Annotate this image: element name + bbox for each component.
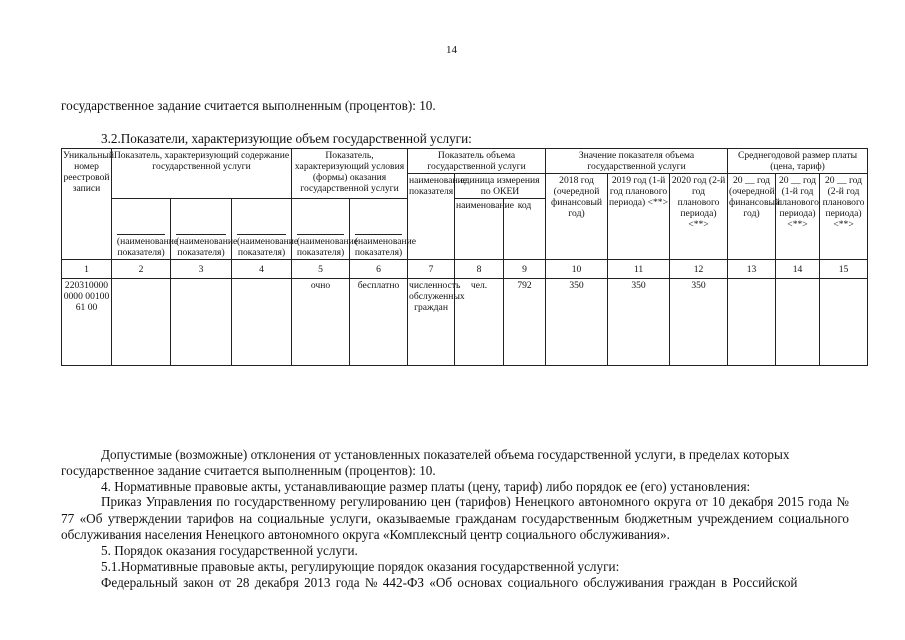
col-number: 10: [546, 260, 608, 279]
header-unit-name: наименование: [455, 199, 504, 260]
col-number: 12: [670, 260, 728, 279]
empty-cell: [820, 279, 868, 366]
condition-indicator-1-name: (наименование показателя): [296, 236, 359, 258]
header-content-indicator: Показатель, характеризующий содержание государственной услуги: [112, 149, 292, 199]
col-number: 4: [232, 260, 292, 279]
fee-acts-title: 4. Нормативные правовые акты, устанавливающие размер платы (цену, тариф) либо порядок ее (его) установления:: [101, 479, 751, 494]
header-average-fee: Среднегодовой размер платы (цена, тариф): [728, 149, 868, 174]
header-volume-indicator: Показатель объема государственной услуги: [408, 149, 546, 174]
intro-line: государственное задание считается выполненным (процентов): 10.: [61, 98, 436, 113]
col-number: 7: [408, 260, 455, 279]
header-unit: единица измерения по ОКЕИ: [455, 174, 546, 199]
procedure-title: 5. Порядок оказания государственной услуги.: [101, 543, 358, 558]
header-condition-indicator: Показатель, характеризующий условия (формы) оказания государственной услуги: [292, 149, 408, 199]
section-title: 3.2.Показатели, характеризующие объем государственной услуги:: [101, 131, 472, 146]
header-year-2: 2019 год (1-й год планового периода) <**>: [608, 174, 670, 260]
col-number: 13: [728, 260, 776, 279]
col-number: 11: [608, 260, 670, 279]
value-year-1: 350: [546, 279, 608, 366]
value-year-3: 350: [670, 279, 728, 366]
empty-cell: [171, 279, 232, 366]
col-number: 14: [776, 260, 820, 279]
procedure-acts-title: 5.1.Нормативные правовые акты, регулирующие порядок оказания государственной услуги:: [101, 559, 620, 574]
col-number: 1: [62, 260, 112, 279]
header-year-1: 2018 год (очередной финансовый год): [546, 174, 608, 260]
empty-cell: [232, 279, 292, 366]
unit-name: чел.: [455, 279, 504, 366]
col-number: 2: [112, 260, 171, 279]
registry-number: 2203100000000 0010061 00: [62, 279, 112, 366]
col-number: 6: [350, 260, 408, 279]
header-volume-name: наименование показателя: [408, 174, 455, 260]
volume-indicators-table: [61, 148, 868, 366]
col-number: 3: [171, 260, 232, 279]
content-indicator-2-name: (наименование показателя): [176, 236, 238, 258]
header-fee-2: 20 __ год (1-й год планового периода) <**>: [776, 174, 820, 260]
content-indicator-1-name: (наименование показателя): [116, 236, 179, 258]
header-volume-value: Значение показателя объема государственной услуги: [546, 149, 728, 174]
col-number: 5: [292, 260, 350, 279]
header-fee-3: 20 __ год (2-й год планового периода) <**>: [820, 174, 868, 260]
condition-indicator-2-name: (наименование показателя): [354, 236, 417, 258]
empty-cell: [776, 279, 820, 366]
order-text: Приказ Управления по государственному регулированию цен (тарифов) Ненецкого автономного округа от 10 декабря 2015 года № 77 «Об утверждении тарифов на социальные услуги, оказываемые гражданам государственным бюджетным учреждением социального обслуживания населения Ненецкого автономного округа «Комплексный центр социального обслуживания».: [61, 494, 849, 542]
condition-payment: бесплатно: [350, 279, 408, 366]
header-year-3: 2020 год (2-й год планового периода) <**>: [670, 174, 728, 260]
deviation-text: Допустимые (возможные) отклонения от установленных показателей объема государственной услуги, в пределах которых: [101, 447, 790, 462]
empty-cell: [728, 279, 776, 366]
header-unit-code: код: [504, 199, 546, 260]
federal-law-text: Федеральный закон от 28 декабря 2013 года № 442-ФЗ «Об основах социального обслуживания граждан в Российской: [101, 575, 798, 590]
volume-indicator-name: численность обслуженных граждан: [408, 279, 455, 366]
col-number: 8: [455, 260, 504, 279]
header-unique-id: Уникальный номер реестровой записи: [62, 149, 112, 260]
deviation-text-continued: государственное задание считается выполненным (процентов): 10.: [61, 463, 436, 478]
col-number: 15: [820, 260, 868, 279]
value-year-2: 350: [608, 279, 670, 366]
header-fee-1: 20 __ год (очередной финансовый год): [728, 174, 776, 260]
col-number: 9: [504, 260, 546, 279]
condition-form: очно: [292, 279, 350, 366]
unit-code: 792: [504, 279, 546, 366]
empty-cell: [112, 279, 171, 366]
content-indicator-3-name: (наименование показателя): [236, 236, 299, 258]
page-number: 14: [446, 44, 457, 56]
